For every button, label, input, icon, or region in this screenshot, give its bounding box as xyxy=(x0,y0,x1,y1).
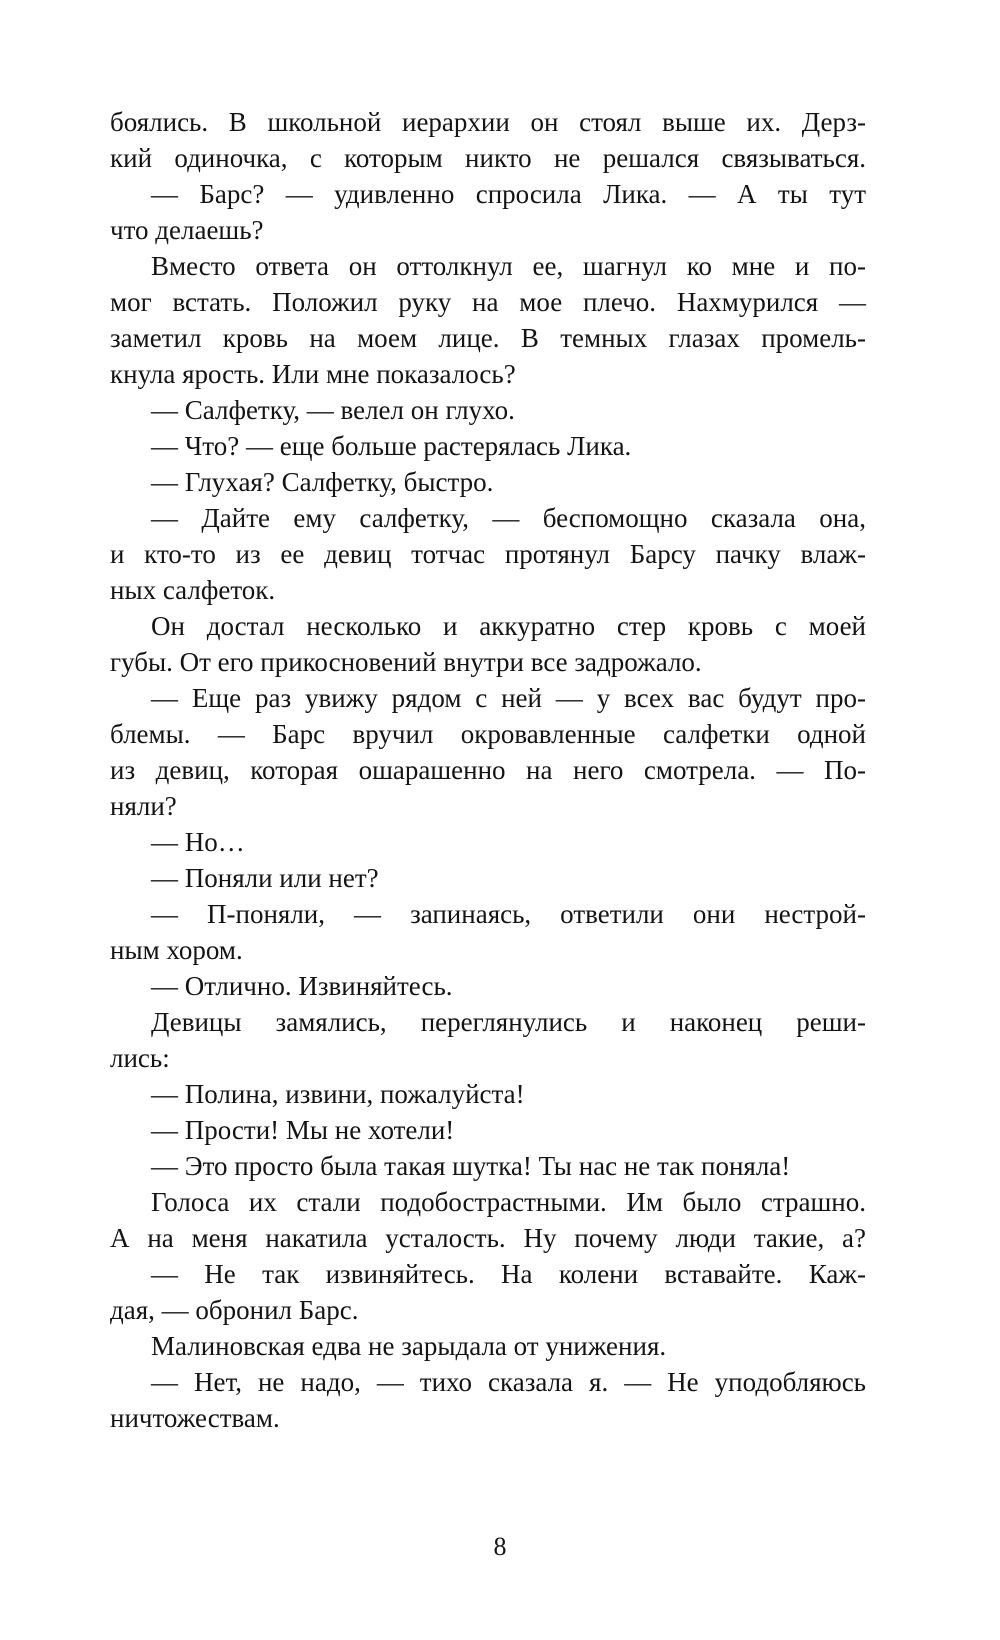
text-line: заметил кровь на моем лице. В темных глазах промель- xyxy=(110,323,866,353)
text-line: — Отлично. Извиняйтесь. xyxy=(151,971,453,1001)
text-line: ных салфеток. xyxy=(110,575,276,605)
text-line: — Барс? — удивленно спросила Лика. — А ты тут xyxy=(151,179,866,209)
text-line: — Глухая? Салфетку, быстро. xyxy=(151,467,494,497)
text-line: — Но… xyxy=(151,827,245,857)
text-line: — Дайте ему салфетку, — беспомощно сказала она, xyxy=(151,503,866,533)
text-line: мог встать. Положил руку на мое плечо. Нахмурился — xyxy=(110,287,866,317)
text-line: лись: xyxy=(110,1043,170,1073)
text-line: — П-поняли, — запинаясь, ответили они нестрой- xyxy=(151,899,866,929)
text-line: и кто-то из ее девиц тотчас протянул Барсу пачку влаж- xyxy=(110,539,866,569)
text-line: — Не так извиняйтесь. На колени вставайте. Каж- xyxy=(151,1259,866,1289)
text-line: — Что? — еще больше растерялась Лика. xyxy=(151,431,632,461)
text-line: — Нет, не надо, — тихо сказала я. — Не уподобляюсь xyxy=(151,1367,866,1397)
text-line: ным хором. xyxy=(110,935,243,965)
text-line: Девицы замялись, переглянулись и наконец реши- xyxy=(151,1007,866,1037)
text-line: ничтожествам. xyxy=(110,1403,280,1433)
text-line: Малиновская едва не зарыдала от унижения. xyxy=(151,1331,667,1361)
text-line: — Полина, извини, пожалуйста! xyxy=(151,1079,525,1109)
text-line: А на меня накатила усталость. Ну почему люди такие, а? xyxy=(110,1223,866,1253)
book-page-text xyxy=(110,104,866,1436)
text-line: — Прости! Мы не хотели! xyxy=(151,1115,455,1145)
text-line: — Салфетку, — велел он глухо. xyxy=(151,395,515,425)
text-line: — Еще раз увижу рядом с ней — у всех вас будут про- xyxy=(151,683,866,713)
page-number: 8 xyxy=(493,1532,507,1561)
text-line: дая, — обронил Барс. xyxy=(110,1295,359,1325)
text-line: няли? xyxy=(110,791,177,821)
text-line: — Это просто была такая шутка! Ты нас не так поняла! xyxy=(151,1151,791,1181)
text-line: кнула ярость. Или мне показалось? xyxy=(110,359,516,389)
text-line: боялись. В школьной иерархии он стоял выше их. Дерз- xyxy=(110,107,866,137)
text-line: из девиц, которая ошарашенно на него смотрела. — По- xyxy=(110,755,866,785)
text-line: Голоса их стали подобострастными. Им было страшно. xyxy=(151,1187,866,1217)
text-line: Он достал несколько и аккуратно стер кровь с моей xyxy=(151,611,866,641)
text-line: что делаешь? xyxy=(110,215,264,245)
text-line: Вместо ответа он оттолкнул ее, шагнул ко мне и по- xyxy=(151,251,866,281)
text-line: губы. От его прикосновений внутри все задрожало. xyxy=(110,647,702,677)
text-line: — Поняли или нет? xyxy=(151,863,379,893)
text-line: кий одиночка, с которым никто не решался связываться. xyxy=(110,143,866,173)
text-line: блемы. — Барс вручил окровавленные салфетки одной xyxy=(110,719,866,749)
